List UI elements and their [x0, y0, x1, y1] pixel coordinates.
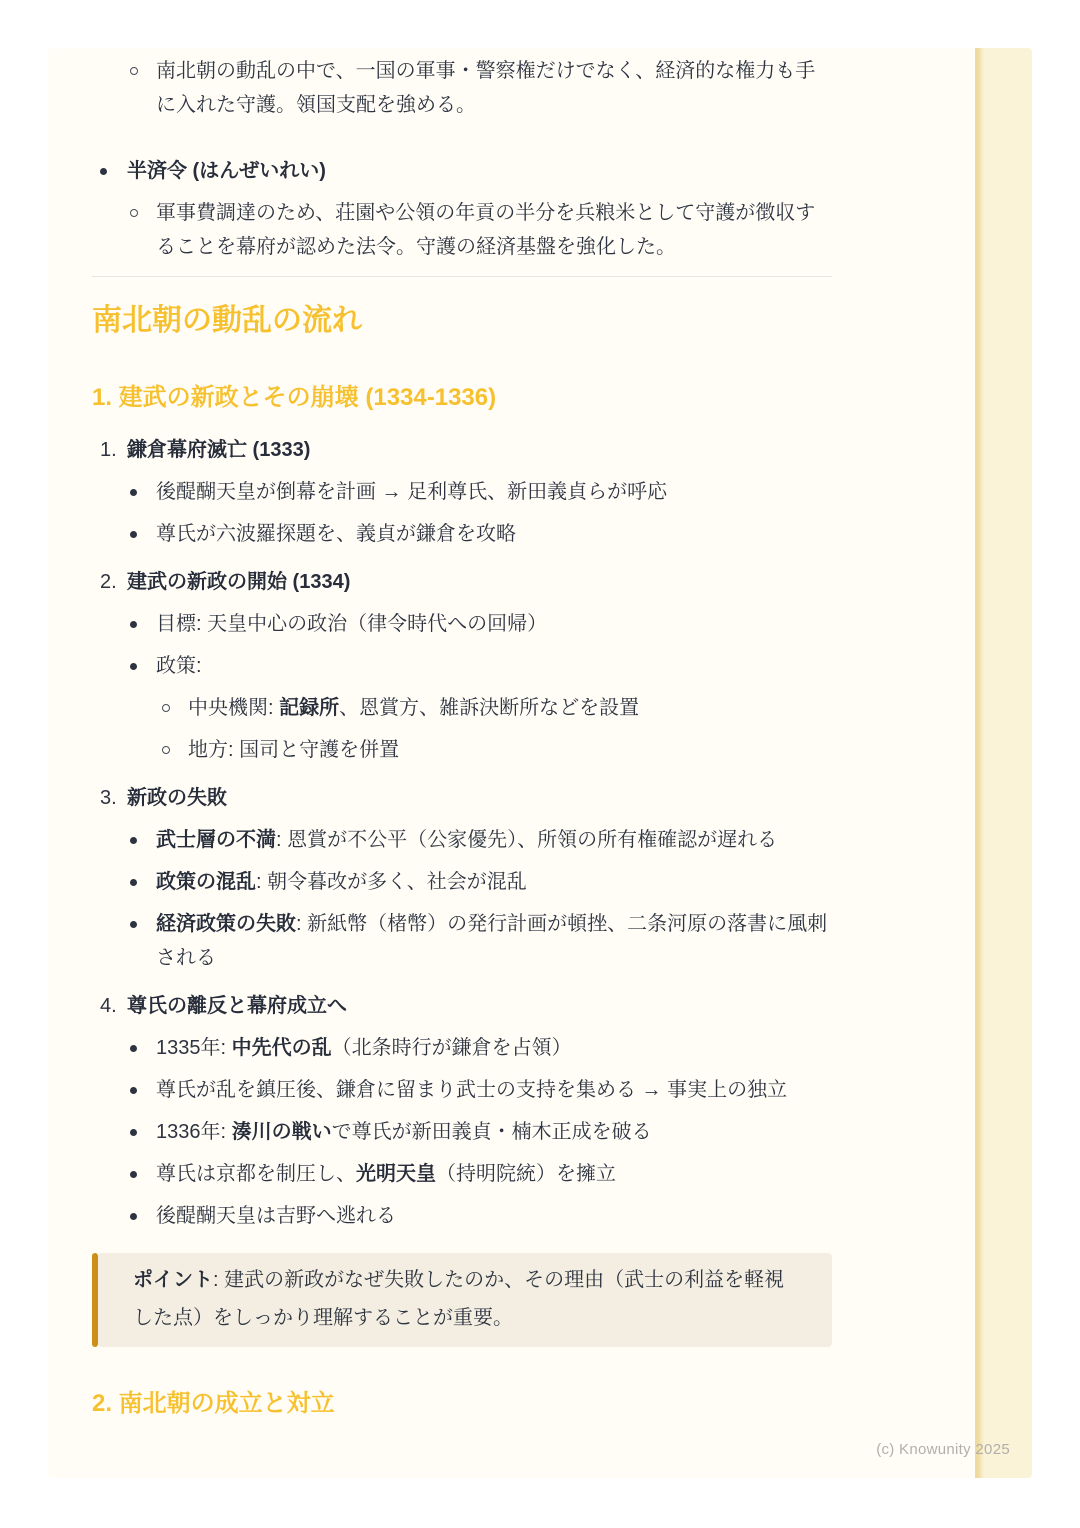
list-item-text — [156, 1157, 832, 1191]
text: 南北朝の動乱の中で、一国の軍事・警察権だけでなく、経済的な権力も手に入れた守護。領国支配を強める。 — [156, 60, 816, 116]
bold-text: 尊氏の離反と幕府成立へ — [127, 995, 347, 1017]
document-content — [92, 54, 832, 1433]
bullet-dot-icon — [130, 1157, 156, 1191]
list-item-text — [156, 865, 832, 899]
list-item-text — [156, 1115, 832, 1149]
list-item-text — [127, 433, 832, 467]
bullet-dot-icon — [130, 1115, 156, 1149]
text: 後醍醐天皇は吉野へ逃れる — [156, 1205, 396, 1227]
list-item — [162, 691, 832, 725]
list-item-text — [127, 781, 832, 815]
subsection-heading: 1. 建武の新政とその崩壊 (1334-1336) — [92, 384, 497, 411]
text: 目標: 天皇中心の政治（律令時代への回帰） — [156, 613, 548, 635]
list-item — [100, 565, 832, 599]
text: 1336年: — [156, 1121, 232, 1143]
list-item — [130, 607, 832, 641]
text: 中央機関: — [188, 697, 280, 719]
list-item-text — [156, 196, 832, 264]
list-item — [162, 733, 832, 767]
list-number: 4. — [100, 995, 117, 1017]
list-item — [130, 54, 832, 122]
bullet-dot-icon — [130, 1199, 156, 1233]
text: 尊氏は京都を制圧し、 — [156, 1163, 356, 1185]
list-number: 3. — [100, 787, 117, 809]
list-item — [130, 475, 832, 509]
list-item — [130, 196, 832, 264]
page-edge-stripe — [975, 48, 1032, 1478]
list-item — [130, 1199, 832, 1233]
bold-text: 記録所 — [279, 697, 340, 719]
text: : 朝令暮改が多く、社会が混乱 — [256, 871, 527, 893]
bullet-dot-icon — [130, 475, 156, 509]
bullet-dot-icon — [130, 517, 156, 551]
bold-text: ポイント — [133, 1269, 213, 1291]
text: 軍事費調達のため、荘園や公領の年貢の半分を兵粮米として守護が徴収することを幕府が認めた法令。守護の経済基盤を強化した。 — [156, 202, 816, 258]
list-item — [100, 154, 832, 188]
bullet-dot-icon — [130, 649, 156, 683]
list-item-text — [188, 691, 832, 725]
document-page — [48, 48, 1032, 1478]
text: 1335年: — [156, 1037, 232, 1059]
bullet-circle-icon — [130, 196, 156, 264]
bold-text: 経済政策の失敗 — [156, 913, 296, 935]
bullet-dot-icon — [130, 607, 156, 641]
bold-text: 鎌倉幕府滅亡 (1333) — [127, 439, 311, 461]
list-item — [130, 907, 832, 975]
text: : 建武の新政がなぜ失敗したのか、その理由（武士の利益を軽視した点）をしっかり理解することが重要。 — [133, 1269, 785, 1329]
divider — [92, 276, 832, 277]
text: で尊氏が新田義貞・楠木正成を破る — [331, 1121, 652, 1143]
bold-text: 政策の混乱 — [156, 871, 256, 893]
subsection-heading: 2. 南北朝の成立と対立 — [92, 1390, 335, 1417]
list-item-text — [156, 823, 832, 857]
list-item-text — [127, 154, 832, 188]
bullet-dot-icon — [100, 154, 127, 188]
list-item-text — [156, 907, 832, 975]
list-item — [130, 823, 832, 857]
list-item — [130, 1115, 832, 1149]
bold-text: 武士層の不満 — [156, 829, 276, 851]
bold-text: 半済令 (はんぜいれい) — [127, 160, 326, 182]
list-item — [130, 865, 832, 899]
bullet-circle-icon — [162, 691, 188, 725]
list-item-text — [156, 54, 832, 122]
text: 地方: 国司と守護を併置 — [188, 739, 400, 761]
list-item — [130, 1073, 832, 1107]
list-item-text — [156, 1199, 832, 1233]
text: : 恩賞が不公平（公家優先）、所領の所有権確認が遅れる — [276, 829, 778, 851]
bold-text: 湊川の戦い — [231, 1121, 332, 1143]
callout-box — [92, 1253, 832, 1347]
list-item-text — [156, 517, 832, 551]
text: 、恩賞方、雑訴決断所などを設置 — [339, 697, 640, 719]
list-item-text — [127, 989, 832, 1023]
bullet-dot-icon — [130, 823, 156, 857]
bullet-dot-icon — [130, 865, 156, 899]
list-item — [130, 517, 832, 551]
text: （北条時行が鎌倉を占領） — [331, 1037, 572, 1059]
list-item-text — [156, 1073, 832, 1107]
section-heading: 南北朝の動乱の流れ — [92, 304, 362, 337]
list-item — [130, 649, 832, 683]
bold-text: 光明天皇 — [356, 1163, 436, 1185]
bullet-dot-icon — [130, 907, 156, 975]
list-item-text — [156, 649, 832, 683]
list-item-text — [156, 475, 832, 509]
list-item-text — [188, 733, 832, 767]
text: 尊氏が六波羅探題を、義貞が鎌倉を攻略 — [156, 523, 516, 545]
list-item-text — [156, 607, 832, 641]
list-item — [130, 1031, 832, 1065]
list-item — [100, 989, 832, 1023]
text: : 新紙幣（楮幣）の発行計画が頓挫、二条河原の落書に風刺される — [156, 913, 828, 969]
bullet-circle-icon — [162, 733, 188, 767]
list-item — [100, 781, 832, 815]
text: 後醍醐天皇が倒幕を計画 → 足利尊氏、新田義貞らが呼応 — [156, 481, 668, 503]
list-number: 1. — [100, 439, 117, 461]
bold-text: 新政の失敗 — [127, 787, 227, 809]
bullet-circle-icon — [130, 54, 156, 122]
list-number: 2. — [100, 571, 117, 593]
text: 政策: — [156, 655, 202, 677]
bold-text: 建武の新政の開始 (1334) — [127, 571, 351, 593]
bullet-dot-icon — [130, 1031, 156, 1065]
callout-text — [98, 1253, 832, 1347]
callout-accent-bar — [92, 1253, 98, 1347]
list-item-text — [156, 1031, 832, 1065]
text: （持明院統）を擁立 — [436, 1163, 616, 1185]
bullet-dot-icon — [130, 1073, 156, 1107]
list-item — [100, 433, 832, 467]
watermark-text: (c) Knowunity 2025 — [876, 1441, 1010, 1458]
list-item — [130, 1157, 832, 1191]
list-item-text — [127, 565, 832, 599]
text: 尊氏が乱を鎮圧後、鎌倉に留まり武士の支持を集める → 事実上の独立 — [156, 1079, 788, 1101]
bold-text: 中先代の乱 — [231, 1037, 332, 1059]
